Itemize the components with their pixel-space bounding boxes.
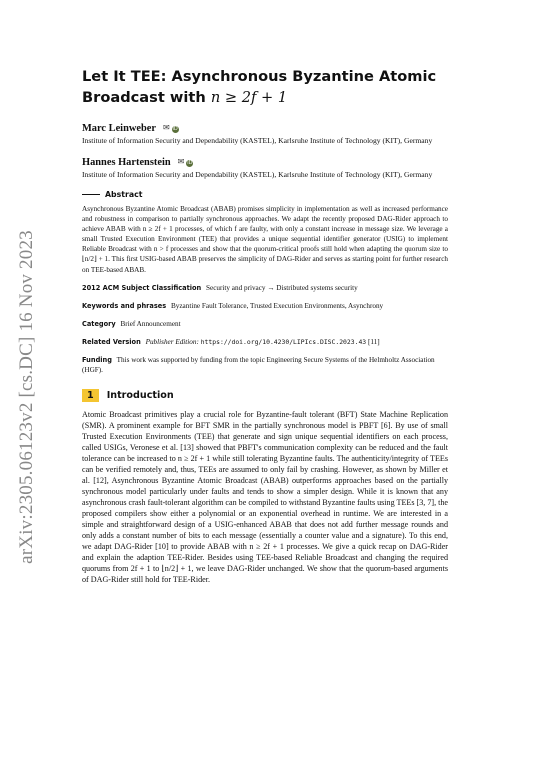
- funding: [82, 355, 448, 375]
- ccs-classification: [82, 283, 448, 293]
- ccs-value: Security and privacy → Distributed systems security: [206, 283, 358, 292]
- category-value: Brief Announcement: [120, 319, 181, 328]
- category: [82, 319, 448, 329]
- email-icon[interactable]: ✉: [162, 123, 170, 132]
- email-icon[interactable]: ✉: [177, 157, 185, 166]
- section-number: 1: [82, 389, 99, 402]
- author-affiliation: Institute of Information Security and Dependability (KASTEL), Karlsruhe Institute of Technology (KIT), Germany: [82, 170, 433, 179]
- ccs-label: 2012 ACM Subject Classification: [82, 283, 202, 292]
- paper-title: [82, 66, 448, 108]
- arxiv-identifier: arXiv:2305.06123v2 [cs.DC] 16 Nov 2023: [16, 230, 37, 564]
- related-ref[interactable]: [11]: [367, 337, 380, 346]
- keywords: [82, 301, 448, 311]
- title-text: Let It TEE: Asynchronous Byzantine Atomic Broadcast with: [82, 68, 437, 106]
- orcid-icon[interactable]: iD: [172, 126, 178, 132]
- related-italic: Publisher Edition: [145, 337, 197, 346]
- author-name: Hannes Hartenstein: [82, 157, 171, 168]
- funding-value: This work was supported by funding from the topic Engineering Secure Systems of the Helmholtz Association (HGF).: [82, 356, 435, 375]
- arxiv-sidebar-stamp: [12, 232, 42, 562]
- title-math: n ≥ 2f + 1: [210, 89, 288, 106]
- related-version: [82, 337, 448, 347]
- doi-link[interactable]: https://doi.org/10.4230/LIPIcs.DISC.2023.43: [200, 337, 367, 346]
- author-affiliation: Institute of Information Security and Dependability (KASTEL), Karlsruhe Institute of Technology (KIT), Germany: [82, 136, 433, 145]
- abstract-heading-text: Abstract: [105, 190, 143, 199]
- orcid-icon[interactable]: iD: [187, 160, 193, 166]
- author-block-2: [82, 152, 448, 180]
- intro-paragraph: Atomic Broadcast primitives play a crucial role for Byzantine-fault tolerant (BFT) State Machine Replication (SMR). A prominent example for BFT SMR in the partially synchronous model is PBFT [6]. By use of small Trusted Execution Environments (TEE) that generate and sign unique sequential identifiers on each process, called USIGs, Veronese et al. [13] showed that PBFT's communication complexity can be reduced and the fault tolerance can be increased to n ≥ 2f + 1 while still tolerating Byzantine faults. The authenticity/integrity of TEEs can be verified remotely and, thus, TEEs are assumed to only fail by crashing. However, as shown by Miller et al. [12], Asynchronous Byzantine Atomic Broadcast (ABAB) outperforms approaches based on the partially synchronous model particularly under faults and tends to show a simpler design. While it is known that any asynchronous crash fault-tolerant algorithm can be compiled to withstand Byzantine faults using TEEs [3, 7], the proposed compilers show either a polynomial or an exponential overhead in runtime. We are interested in a simple and straightforward design of a USIG-enhanced ABAB that does not add further message rounds and only adds a constant number of bits to each message (essentially a counter value and a signature). To this end, we adapt DAG-Rider [10] to provide ABAB with n ≥ 2f + 1 processes. We give a quick recap on DAG-Rider and explain the adaption TEE-Rider. Besides using TEE-based Reliable Broadcast and changing the required quorums from 2f + 1 to ⌊n/2⌋ + 1, we leave DAG-Rider unchanged. We show that the quorum-based arguments of DAG-Rider still hold for TEE-Rider.: [82, 410, 449, 584]
- abstract-text: Asynchronous Byzantine Atomic Broadcast (ABAB) promises simplicity in implementation as well as increased performance and robustness in comparison to partially synchronous approaches. We adapt the recently proposed DAG-Rider approach to achieve ABAB with n ≥ 2f + 1 processes, of which f are faulty, with only a constant increase in message size. We leverage a small Trusted Execution Environment (TEE) that provides a unique sequential identifier generator (USIG) to implement Reliable Broadcast with n > f processes and show that the quorum-critical proofs still hold when adapting the quorum size to ⌊n/2⌋ + 1. This first USIG-based ABAB preserves the simplicity of DAG-Rider and serves as starting point for further research on TEE-based ABAB.: [82, 205, 448, 274]
- related-label: Related Version: [82, 337, 141, 346]
- category-label: Category: [82, 319, 116, 328]
- keywords-label: Keywords and phrases: [82, 301, 167, 310]
- author-block-1: [82, 118, 448, 146]
- heading-rule: [82, 194, 100, 195]
- paper-page: [82, 66, 448, 585]
- author-name: Marc Leinweber: [82, 123, 156, 134]
- section-title: Introduction: [106, 390, 174, 402]
- related-colon: :: [196, 337, 199, 346]
- abstract-heading: [82, 190, 448, 199]
- keywords-value: Byzantine Fault Tolerance, Trusted Execution Environments, Asynchrony: [170, 301, 384, 310]
- funding-label: Funding: [82, 356, 112, 365]
- section-heading: [82, 389, 448, 402]
